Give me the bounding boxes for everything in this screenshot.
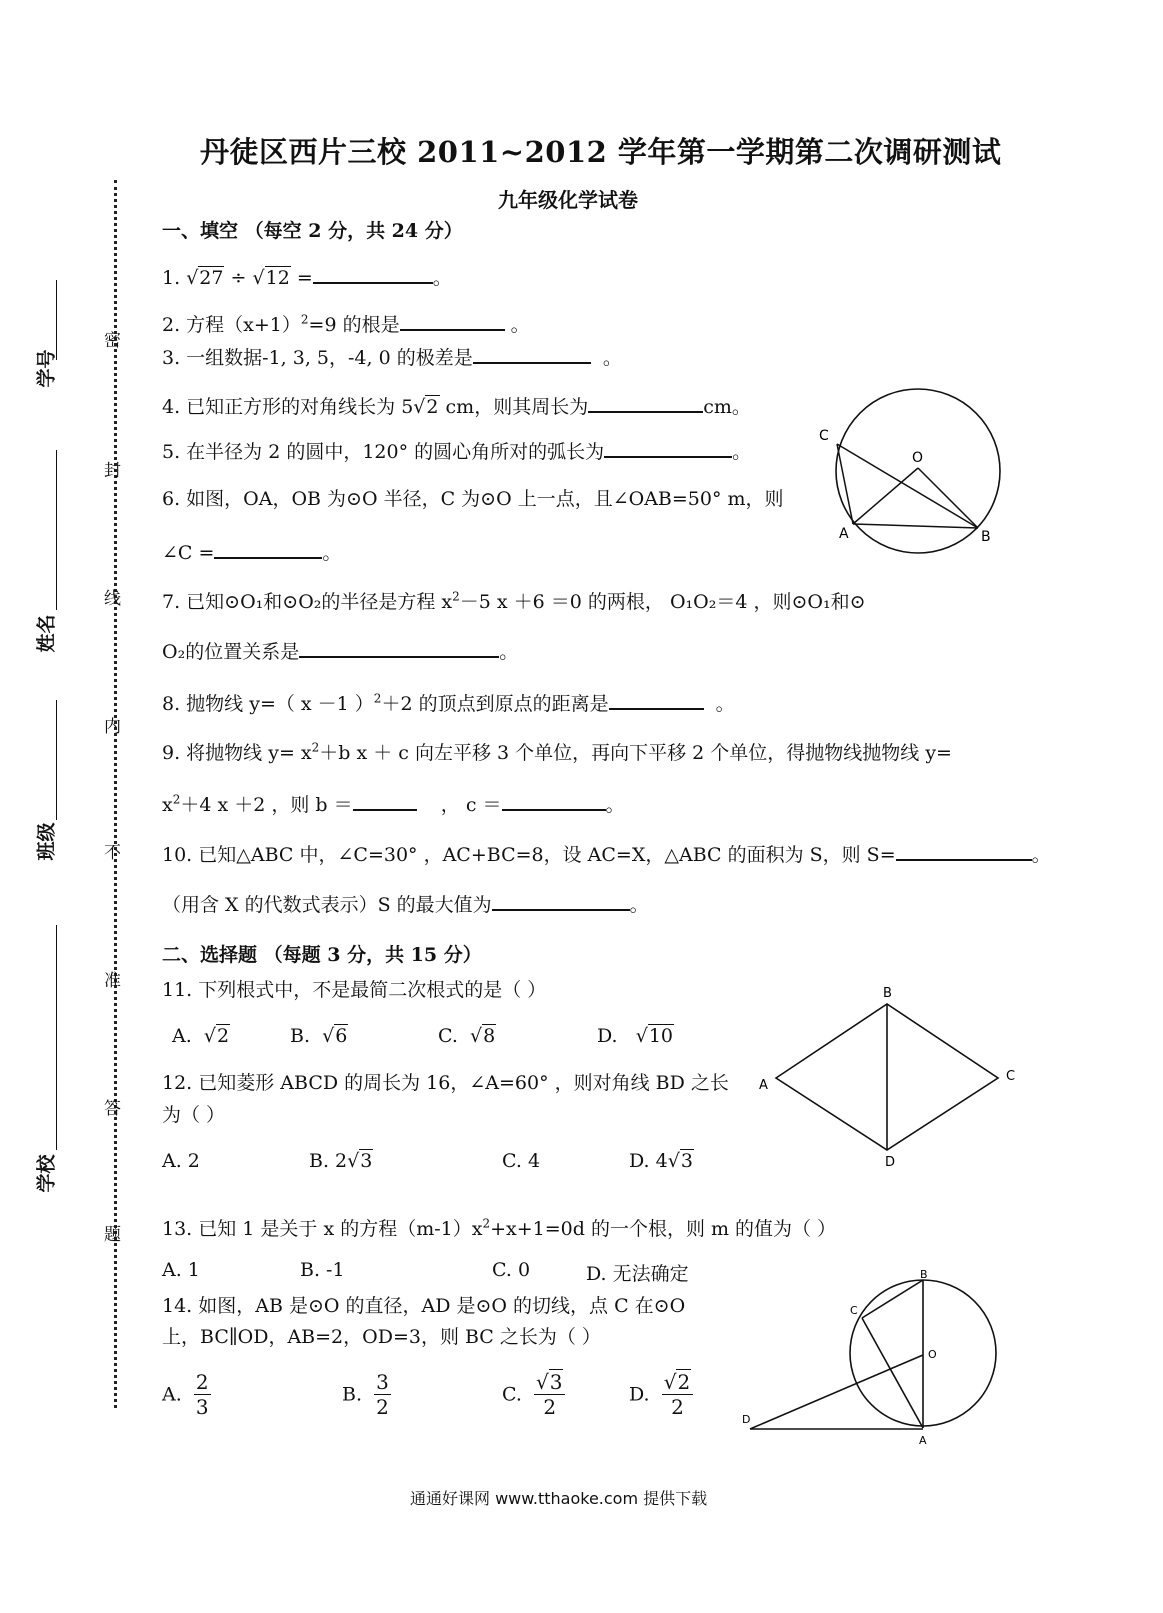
field-line-banji xyxy=(56,700,57,820)
fig1-label-a: A xyxy=(839,526,849,542)
footer-text: 通通好课网 www.tthaoke.com 提供下载 xyxy=(410,1489,708,1508)
q13-option-a[interactable]: A. 1 xyxy=(162,1259,200,1281)
fig3-label-c: C xyxy=(850,1304,858,1317)
field-line-xingming xyxy=(56,450,57,610)
question-7: 7. 已知⊙O₁和⊙O₂的半径是方程 $x^2-5$ x ＋6 ＝0 的两根， O₁O₂＝4 ，则⊙O₁和⊙ xyxy=(162,589,866,613)
question-14-line2: 上，BC∥OD，AB=2，OD=3，则 BC 之长为（ ） xyxy=(162,1326,601,1348)
q11-option-b[interactable]: B. √6 xyxy=(290,1025,348,1047)
page-title: 丹徒区西片三校 2011~2012 学年第一学期第二次调研测试 xyxy=(200,135,1002,169)
question-5: 5. 在半径为 2 的圆中，120° 的圆心角所对的弧长为 。 xyxy=(162,437,751,464)
question-11: 11. 下列根式中，不是最简二次根式的是（ ） xyxy=(162,979,547,1001)
q14-option-a[interactable]: A. $\frac{2}{3}$ xyxy=(162,1370,209,1419)
fig1-label-c: C xyxy=(819,428,829,444)
seal-char-da: 答 xyxy=(104,1099,121,1119)
seal-char-mi: 密 xyxy=(104,331,121,351)
q11-option-a[interactable]: A. √2 xyxy=(172,1025,230,1047)
seal-char-ti: 题 xyxy=(104,1225,121,1245)
question-1: 1. √27 ÷ √12 = 。 xyxy=(162,263,452,290)
seal-char-nei: 内 xyxy=(104,717,121,737)
fig3-label-d: D xyxy=(742,1413,751,1426)
question-4: 4. 已知正方形的对角线长为 5√2 cm，则其周长为 cm。 xyxy=(162,392,751,419)
q13-option-c[interactable]: C. 0 xyxy=(492,1259,531,1281)
figure-circle-oab xyxy=(815,384,1015,564)
answer-blank-8[interactable] xyxy=(609,690,704,710)
fig1-label-b: B xyxy=(981,529,991,545)
q14-option-d[interactable]: D. $\frac{√2}{2}$ xyxy=(629,1370,693,1419)
question-10-line2: （用含 X 的代数式表示）S 的最大值为 。 xyxy=(162,890,649,917)
answer-blank-5[interactable] xyxy=(604,438,732,458)
page-subtitle: 九年级化学试卷 xyxy=(498,188,638,212)
label-xuehao: 学号 xyxy=(35,349,58,388)
question-8: 8. 抛物线 y=（ x －1 ）$^2$＋2 的顶点到原点的距离是 。 xyxy=(162,691,735,715)
question-9-line2: $x^2+4$ x ＋2 ，则 b ＝ ， c ＝ 。 xyxy=(162,792,625,816)
fig2-label-c: C xyxy=(1006,1069,1016,1084)
q12-option-c[interactable]: C. 4 xyxy=(502,1150,541,1172)
answer-blank-10b[interactable] xyxy=(492,891,630,911)
answer-blank-10a[interactable] xyxy=(896,841,1032,861)
answer-blank-6[interactable] xyxy=(214,539,322,559)
answer-blank-1[interactable] xyxy=(313,264,433,284)
answer-blank-2[interactable] xyxy=(400,311,505,331)
q12-option-a[interactable]: A. 2 xyxy=(162,1150,200,1172)
q14-option-c[interactable]: C. $\frac{√3}{2}$ xyxy=(502,1370,565,1419)
seal-char-zhun: 准 xyxy=(104,971,121,991)
q13-option-d[interactable]: D. 无法确定 xyxy=(586,1263,689,1285)
fig3-label-o: O xyxy=(928,1348,937,1361)
q13-option-b[interactable]: B. -1 xyxy=(300,1259,345,1281)
question-9: 9. 将抛物线 $y= x^2+b$ x ＋ c 向左平移 3 个单位，再向下平移 2 个单位，得抛物线抛物线 y= xyxy=(162,740,952,764)
question-13: 13. 已知 1 是关于 x 的方程$(m-1)x^2+x+1=0d$ 的一个根，则 m 的值为（ ） xyxy=(162,1216,837,1240)
answer-blank-7[interactable] xyxy=(299,638,499,658)
question-14: 14. 如图，AB 是⊙O 的直径，AD 是⊙O 的切线，点 C 在⊙O xyxy=(162,1295,686,1317)
answer-blank-9b[interactable] xyxy=(353,791,417,811)
seal-char-feng: 封 xyxy=(104,461,121,481)
figure-rhombus-abcd xyxy=(752,982,1032,1172)
figure-circle-tangent xyxy=(738,1268,1013,1453)
q11-option-d[interactable]: D. √10 xyxy=(597,1025,674,1047)
question-6-line2: ∠C = 。 xyxy=(162,538,341,565)
fig2-label-b: B xyxy=(883,986,892,1001)
fig1-label-o: O xyxy=(912,450,924,466)
question-6: 6. 如图，OA，OB 为⊙O 半径，C 为⊙O 上一点，且∠OAB=50° m，则 xyxy=(162,488,784,510)
fig3-label-b: B xyxy=(920,1268,928,1281)
question-7-line2: O₂的位置关系是 。 xyxy=(162,637,518,664)
seal-char-bu: 不 xyxy=(104,843,121,863)
answer-blank-9c[interactable] xyxy=(502,791,606,811)
field-line-xuehao xyxy=(56,280,57,360)
answer-blank-4[interactable] xyxy=(588,393,703,413)
q12-option-b[interactable]: B. 2√3 xyxy=(309,1150,373,1172)
question-3: 3. 一组数据-1, 3, 5，-4, 0 的极差是 。 xyxy=(162,343,622,370)
q14-option-b[interactable]: B. $\frac{3}{2}$ xyxy=(342,1370,389,1419)
question-12-line2: 为（ ） xyxy=(162,1104,226,1126)
q11-option-c[interactable]: C. √8 xyxy=(438,1025,496,1047)
field-line-xuexiao xyxy=(56,925,57,1150)
question-2: 2. 方程$(x+1)^2=9$ 的根是 。 xyxy=(162,312,530,336)
section-2-heading: 二、选择题 （每题 3 分，共 15 分） xyxy=(162,944,482,966)
fig2-label-d: D xyxy=(885,1155,896,1170)
label-xingming: 姓名 xyxy=(35,614,58,653)
question-10: 10. 已知△ABC 中，∠C=30° ，AC+BC=8，设 AC=X，△ABC 的面积为 S，则 S= 。 xyxy=(162,840,1051,867)
seal-char-xian: 线 xyxy=(104,589,121,609)
fig3-label-a: A xyxy=(919,1434,927,1447)
label-xuexiao: 学校 xyxy=(35,1154,58,1193)
q12-option-d[interactable]: D. 4√3 xyxy=(629,1150,693,1172)
label-banji: 班级 xyxy=(35,822,58,861)
answer-blank-3[interactable] xyxy=(473,344,591,364)
section-1-heading: 一、填空 （每空 2 分，共 24 分） xyxy=(162,220,463,242)
fig2-label-a: A xyxy=(759,1078,768,1093)
question-12: 12. 已知菱形 ABCD 的周长为 16，∠A=60° ，则对角线 BD 之长 xyxy=(162,1072,729,1094)
